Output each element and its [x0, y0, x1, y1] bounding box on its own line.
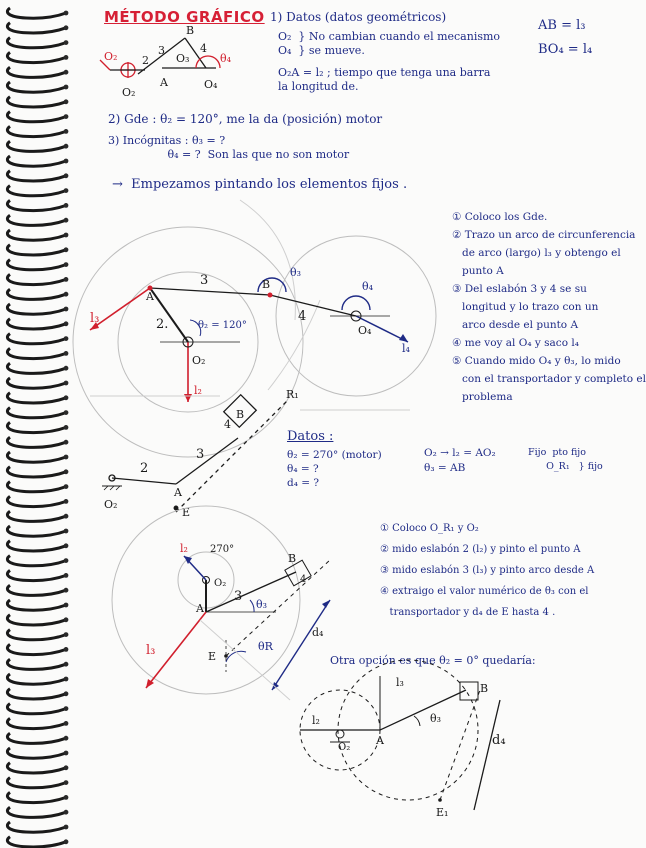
equations-fixed: Fijo pto fijo O_R₁ } fijo — [528, 447, 603, 472]
top-label-A: A — [160, 76, 168, 89]
page-title: MÉTODO GRÁFICO — [104, 8, 265, 26]
s1-label-B: B — [236, 408, 245, 421]
equations-links: O₂ → l₂ = AO₂ θ₃ = AB — [424, 447, 496, 474]
s1-label-4: 4 — [224, 418, 231, 431]
s2-label-A: A — [196, 602, 204, 615]
slider-crank-sketch-1 — [102, 395, 288, 512]
s2-label-4: 4 — [300, 574, 307, 585]
main-label-2: 2. — [156, 317, 169, 332]
s2-label-E: E — [208, 650, 217, 663]
s1-label-O2: O₂ — [104, 498, 118, 511]
s2-label-d4: d₄ — [312, 626, 324, 639]
note-datos: 1) Datos (datos geométricos) — [270, 10, 447, 24]
main-label-theta3: θ₃ — [290, 266, 302, 279]
top-label-B: B — [186, 24, 195, 37]
s3-label-l3: l₃ — [396, 676, 404, 689]
s3-label-O2: O₂ — [338, 742, 351, 753]
main-label-theta2: θ₂ = 120° — [198, 320, 247, 331]
main-label-O2: O₂ — [192, 354, 206, 367]
s2-label-O2: O₂ — [214, 578, 227, 589]
s3-label-E1: E₁ — [436, 806, 449, 819]
slider-crank-sketch-2 — [112, 506, 330, 700]
s3-label-theta3: θ₃ — [430, 712, 442, 725]
s1-label-R1: R₁ — [286, 388, 299, 401]
s2-label-l2: l₂ — [180, 542, 188, 555]
top-label-4: 4 — [200, 42, 207, 55]
main-label-l3: l₃ — [90, 311, 100, 326]
note-other-option: Otra opción es que θ₂ = 0° quedaría: — [330, 654, 536, 667]
s2-label-3: 3 — [234, 589, 243, 604]
top-label-O3: O₃ — [176, 52, 190, 65]
top-label-O4: O₄ — [204, 78, 218, 91]
s1-label-E: E — [182, 506, 191, 519]
main-label-O4: O₄ — [358, 324, 372, 337]
steps-slider: ① Coloco O_R₁ y O₂ ② mido eslabón 2 (l₂) y pinto el punto A ③ mido eslabón 3 (l₃) y pinto arco desde A ④ extraigo el valor numérico de θ₃ con el transportador y d₄ de E hasta 4 . — [380, 523, 595, 618]
s2-label-angle: 270° — [210, 544, 235, 555]
note-start: → Empezamos pintando los elementos fijos . — [112, 177, 408, 192]
s1-label-3: 3 — [196, 447, 205, 462]
four-bar-construction — [73, 200, 436, 457]
note-o2a: O₂A = l₂ ; tiempo que tenga una barra la longitud de. — [278, 66, 491, 93]
s3-label-A: A — [376, 734, 384, 747]
s2-label-thetaR: θR — [258, 640, 273, 653]
top-label-3: 3 — [158, 44, 165, 57]
main-label-A: A — [146, 290, 154, 303]
main-label-l2: l₂ — [194, 384, 202, 397]
datos-title: Datos : — [287, 429, 334, 444]
s1-label-A: A — [174, 486, 182, 499]
s3-label-B: B — [480, 682, 489, 695]
s2-label-l3: l₃ — [146, 643, 156, 658]
note-lengths: AB = l₃ BO₄ = l₄ — [538, 18, 593, 57]
note-unknowns: 3) Incógnitas : θ₃ = ? θ₄ = ? Son las que no son motor — [108, 134, 350, 161]
top-label-2: 2 — [142, 54, 149, 67]
s2-label-B: B — [288, 552, 297, 565]
top-label-theta4: θ₄ — [220, 52, 232, 65]
main-label-4: 4 — [298, 309, 307, 324]
steps-graphic-method: ① Coloco los Gde. ② Trazo un arco de circunferencia de arco (largo) l₃ y obtengo el punto A ③ Del eslabón 3 y 4 se su longitud y lo trazo con un arco desde el punto A ④ me voy al O₄ y saco l₄ ⑤ Cuando mido O₄ y θ₃, lo mido con el transportador y completo el problema — [452, 211, 646, 403]
datos-values: θ₂ = 270° (motor) θ₄ = ? d₄ = ? — [287, 449, 382, 489]
s3-label-l2: l₂ — [312, 714, 320, 727]
s2-label-theta3: θ₃ — [256, 598, 268, 611]
top-label-O2-left: O₂ — [104, 50, 118, 63]
main-label-B: B — [262, 278, 271, 291]
main-label-l4: l₄ — [402, 342, 410, 355]
s3-label-d4: d₄ — [492, 733, 506, 748]
note-gde: 2) Gde : θ₂ = 120°, me la da (posición) motor — [108, 112, 383, 126]
main-label-3: 3 — [200, 273, 209, 288]
top-label-O2: O₂ — [122, 86, 136, 99]
main-label-theta4: θ₄ — [362, 280, 374, 293]
s1-label-2: 2 — [140, 461, 149, 476]
note-fixed-points: O₂ } No cambian cuando el mecanismo O₄ } se mueve. — [278, 30, 501, 57]
